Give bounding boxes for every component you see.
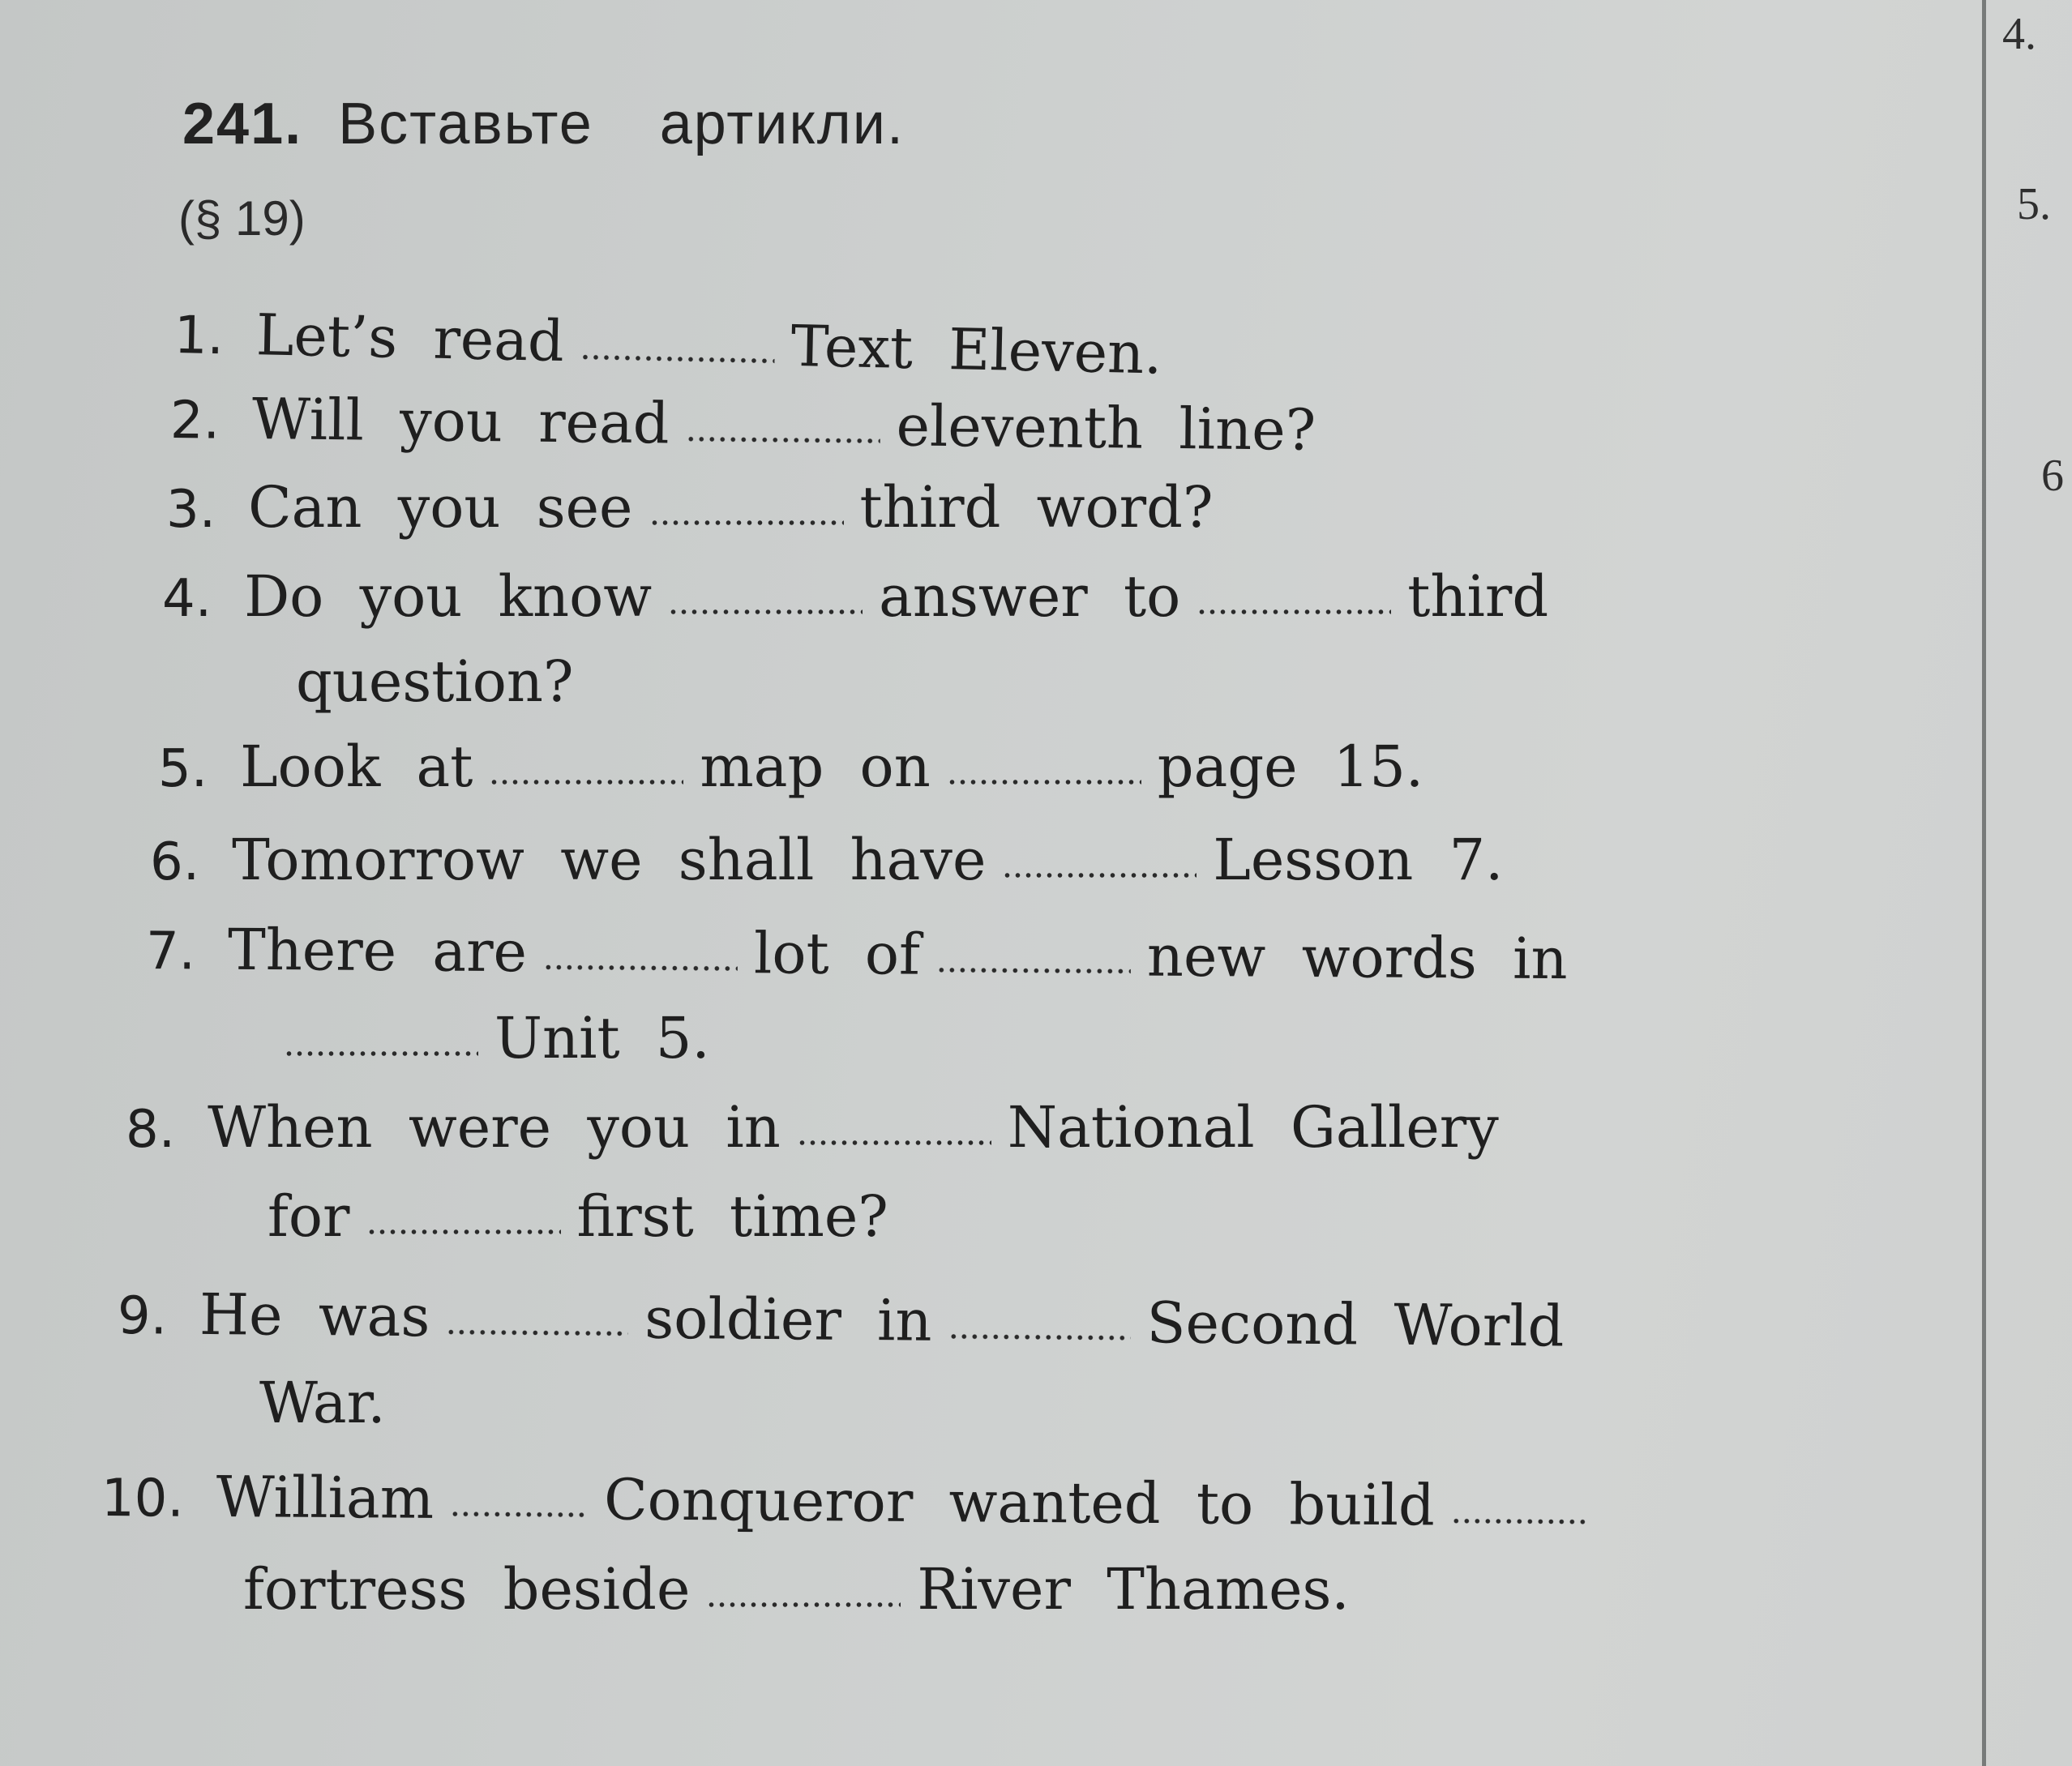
blank-gap (450, 1510, 588, 1519)
list-item-continuation (284, 1005, 710, 1071)
exercise-title-word: артикли. (659, 92, 905, 156)
exercise-title (182, 91, 905, 157)
list-item (150, 827, 1503, 893)
item-number: 3. (166, 480, 216, 540)
item-text: Tomorrow we shall have (232, 827, 987, 893)
item-text: There are (227, 916, 528, 986)
item-text: He was (199, 1281, 430, 1350)
item-text: map on (700, 733, 931, 800)
page-spine (1982, 0, 1986, 1766)
item-text: Will you read (251, 386, 670, 457)
item-text: Unit 5. (494, 1005, 710, 1071)
margin-number: 6 (2041, 451, 2064, 501)
blank-gap (489, 778, 683, 786)
item-text: National Gallery (1007, 1094, 1499, 1161)
item-number: 8. (126, 1100, 176, 1160)
blank-gap (284, 1050, 478, 1058)
blank-gap (948, 1332, 1130, 1342)
item-text: Let’s read (255, 301, 565, 375)
blank-gap (1197, 608, 1391, 616)
item-text: new words in (1146, 922, 1568, 993)
item-text: third word? (859, 474, 1214, 541)
item-number: 9. (117, 1286, 168, 1347)
blank-gap (685, 435, 880, 446)
item-number: 2. (169, 391, 220, 451)
list-item (146, 916, 1568, 992)
item-text: eleventh line? (896, 392, 1316, 464)
item-number: 7. (145, 921, 196, 982)
blank-gap (580, 353, 774, 365)
item-text: Do you know (244, 563, 653, 630)
item-text: Can you see (248, 474, 633, 541)
blank-gap (936, 966, 1131, 976)
item-text: When were you in (208, 1094, 781, 1161)
list-item-continuation (259, 1370, 386, 1436)
blank-gap (947, 778, 1141, 786)
item-text: William (216, 1463, 435, 1532)
item-number: 10. (101, 1469, 185, 1529)
blank-gap (1002, 871, 1197, 879)
item-text: page 15. (1157, 733, 1424, 800)
item-text: Lesson 7. (1213, 827, 1504, 893)
blank-gap (649, 519, 844, 527)
list-item (173, 300, 1162, 387)
item-number: 1. (173, 306, 225, 367)
item-number: 5. (158, 739, 208, 799)
blank-gap (797, 1139, 991, 1147)
item-text: question? (296, 648, 574, 715)
item-text: soldier in (644, 1285, 932, 1354)
item-text: for (268, 1183, 350, 1250)
blank-gap (366, 1228, 561, 1236)
item-text: Second World (1146, 1289, 1565, 1360)
list-item (170, 385, 1316, 464)
exercise-number: 241. (182, 92, 303, 156)
blank-gap (1451, 1517, 1589, 1526)
item-text: Conqueror wanted to build (603, 1466, 1436, 1539)
list-item (126, 1094, 1499, 1161)
list-item (158, 733, 1423, 800)
item-text: Look at (240, 733, 473, 800)
item-text: answer to (879, 563, 1181, 630)
section-reference: (§ 19) (178, 191, 306, 246)
list-item (101, 1463, 1605, 1540)
list-item-continuation (268, 1183, 888, 1250)
margin-number: 4. (2002, 9, 2036, 59)
exercise-title-word: Вставьте (338, 92, 593, 156)
item-text: fortress beside (243, 1556, 691, 1623)
list-item-continuation (243, 1556, 1350, 1623)
list-item (166, 474, 1213, 541)
item-text: third (1407, 563, 1549, 630)
list-item-continuation (296, 648, 574, 715)
margin-number: 5. (2017, 179, 2051, 229)
list-item (162, 563, 1548, 630)
item-text: River Thames. (917, 1556, 1350, 1623)
blank-gap (706, 1601, 901, 1609)
item-number: 4. (162, 569, 212, 629)
list-item (118, 1281, 1565, 1360)
blank-gap (668, 608, 863, 616)
item-text: War. (259, 1370, 386, 1436)
item-text: lot of (753, 920, 921, 988)
item-text: first time? (576, 1183, 888, 1250)
blank-gap (543, 963, 738, 973)
blank-gap (446, 1328, 628, 1338)
item-number: 6. (150, 832, 200, 892)
item-text: Text Eleven. (790, 312, 1163, 387)
